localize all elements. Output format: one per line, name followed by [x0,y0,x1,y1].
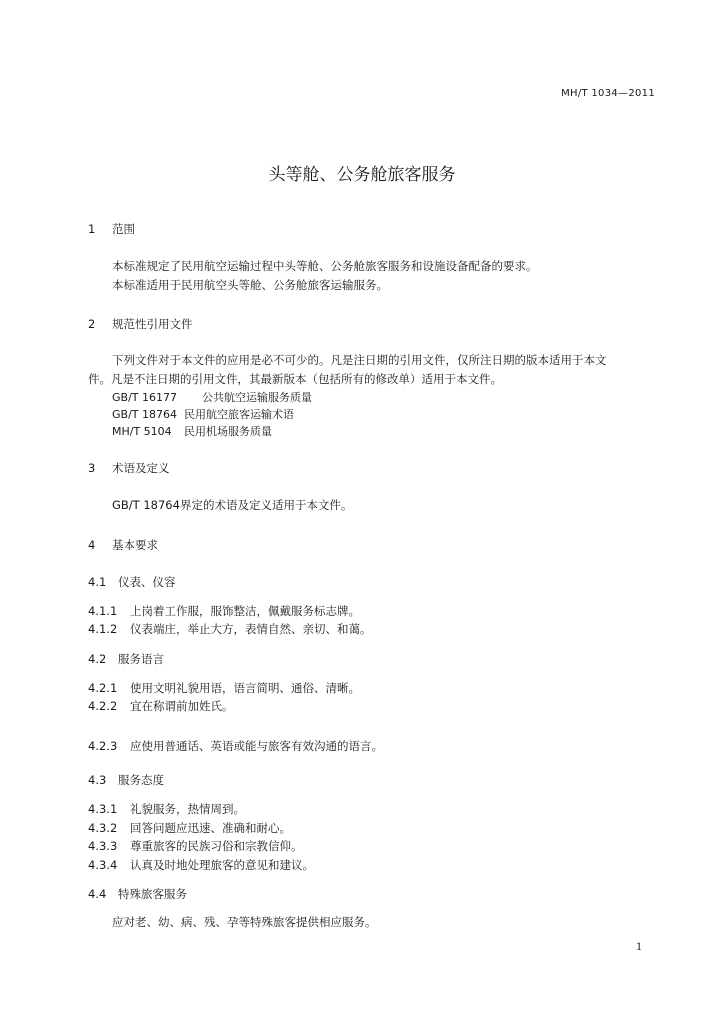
clause-text: 回答问题应迅速、准确和耐心。 [130,821,291,835]
subsection-4-1-heading [88,574,176,590]
reference-name: 公共航空运输服务质量 [202,391,312,404]
clause-text: 仪表端庄，举止大方，表情自然、亲切、和蔼。 [130,622,372,636]
clause-number: 4.3.3 [88,839,118,853]
section-number: 3 [88,461,96,475]
subsection-number: 4.3 [88,773,107,787]
clause-number: 4.3.1 [88,802,118,816]
clause-text: 认真及时地处理旅客的意见和建议。 [130,858,314,872]
section-number: 2 [88,317,96,331]
paragraph: 应对老、幼、病、残、孕等特殊旅客提供相应服务。 [112,915,377,929]
clause-text: 上岗着工作服，服饰整洁，佩戴服务标志牌。 [130,604,360,618]
clause-text: 使用文明礼貌用语，语言简明、通俗、清晰。 [130,681,360,695]
clause-item [88,820,291,836]
paragraph: 本标准适用于民用航空头等舱、公务舱旅客运输服务。 [112,278,388,292]
paragraph: GB/T 18764界定的术语及定义适用于本文件。 [112,498,353,512]
reference-code: GB/T 18764 [112,408,177,421]
clause-number: 4.2.3 [88,739,118,753]
clause-item [88,801,245,817]
section-title: 规范性引用文件 [112,317,193,331]
clause-item [88,857,314,873]
paragraph: 下列文件对于本文件的应用是必不可少的。凡是注日期的引用文件，仅所注日期的版本适用于本文 [112,353,607,367]
clause-number: 4.1.2 [88,622,118,636]
subsection-title: 仪表、仪容 [118,575,176,589]
section-title: 术语及定义 [112,461,170,475]
reference-item [112,389,312,405]
subsection-number: 4.2 [88,652,107,666]
clause-item [88,838,303,854]
clause-item [88,698,234,714]
subsection-number: 4.1 [88,575,107,589]
section-1-heading [88,221,135,237]
subsection-number: 4.4 [88,887,107,901]
reference-name: 民用航空旅客运输术语 [184,408,294,421]
subsection-4-3-heading [88,772,164,788]
paragraph: 本标准规定了民用航空运输过程中头等舱、公务舱旅客服务和设施设备配备的要求。 [112,259,538,273]
reference-code: MH/T 5104 [112,425,172,438]
section-3-heading [88,460,170,476]
clause-item [88,603,360,619]
document-code: MH/T 1034—2011 [561,88,655,99]
subsection-title: 特殊旅客服务 [118,887,187,901]
section-4-heading [88,537,158,553]
subsection-4-2-heading [88,651,164,667]
clause-text: 应使用普通话、英语或能与旅客有效沟通的语言。 [130,739,383,753]
reference-item [112,406,294,422]
reference-item [112,423,272,439]
reference-code: GB/T 16177 [112,391,177,404]
clause-item [88,738,383,754]
section-number: 1 [88,222,96,236]
clause-item [88,680,360,696]
clause-text: 尊重旅客的民族习俗和宗教信仰。 [130,839,303,853]
subsection-4-4-heading [88,886,187,902]
subsection-title: 服务语言 [118,652,164,666]
reference-name: 民用机场服务质量 [184,425,272,438]
clause-number: 4.2.2 [88,699,118,713]
section-2-heading [88,316,193,332]
subsection-title: 服务态度 [118,773,164,787]
clause-number: 4.2.1 [88,681,118,695]
clause-number: 4.3.2 [88,821,118,835]
page-title: 头等舱、公务舱旅客服务 [268,165,456,185]
clause-text: 礼貌服务，热情周到。 [130,802,245,816]
clause-number: 4.3.4 [88,858,118,872]
section-title: 范围 [112,222,135,236]
page-number: 1 [636,942,643,953]
clause-number: 4.1.1 [88,604,118,618]
section-number: 4 [88,538,96,552]
paragraph: 件。凡是不注日期的引用文件，其最新版本（包括所有的修改单）适用于本文件。 [88,372,502,386]
clause-item [88,621,372,637]
section-title: 基本要求 [112,538,158,552]
clause-text: 宜在称谓前加姓氏。 [130,699,234,713]
